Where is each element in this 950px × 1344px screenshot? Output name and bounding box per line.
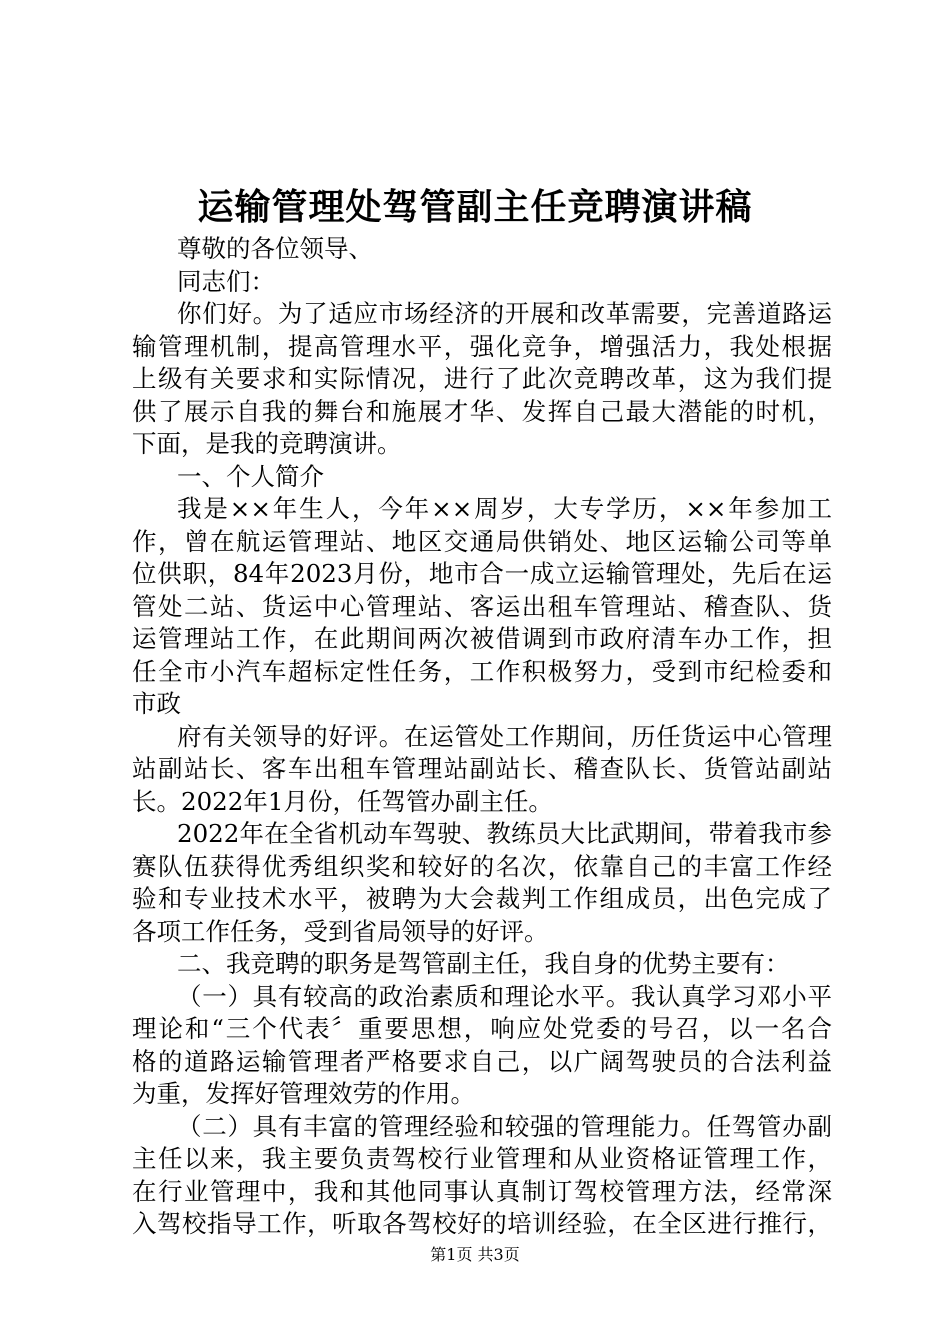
document-body	[132, 233, 832, 1241]
text-line: 下面，是我的竞聘演讲。	[132, 429, 402, 458]
text-line: 输管理机制，提高管理水平，强化竞争，增强活力，我处根据	[132, 331, 832, 361]
text-line: 站副站长、客车出租车管理站副站长、稽查队长、货管站副站	[132, 754, 832, 783]
text-line: 二、我竞聘的职务是驾管副主任，我自身的优势主要有：	[177, 949, 790, 978]
text-line: 为重，发挥好管理效劳的作用。	[132, 1079, 475, 1108]
text-line: 长。2022年1月份，任驾管办副主任。	[132, 786, 553, 816]
text-line: 理论和“三个代表〞重要思想，响应处党委的号召，以一名合	[132, 1014, 832, 1043]
text-line: 在行业管理中，我和其他同事认真制订驾校管理方法，经常深	[132, 1176, 832, 1206]
text-line: 运管理站工作，在此期间两次被借调到市政府清车办工作，担	[132, 624, 832, 653]
text-line: 你们好。为了适应市场经济的开展和改革需要，完善道路运	[177, 299, 832, 328]
text-line: 主任以来，我主要负责驾校行业管理和从业资格证管理工作，	[132, 1144, 832, 1173]
text-line: 各项工作任务，受到省局领导的好评。	[132, 916, 549, 946]
text-line: 入驾校指导工作，听取各驾校好的培训经验，在全区进行推行，	[132, 1209, 832, 1238]
text-line: 赛队伍获得优秀组织奖和较好的名次，依靠自己的丰富工作经	[132, 851, 832, 881]
text-line: 格的道路运输管理者严格要求自己，以广阔驾驶员的合法利益	[132, 1046, 832, 1076]
text-line: （一）具有较高的政治素质和理论水平。我认真学习邓小平	[177, 981, 832, 1011]
text-line: 一、个人简介	[177, 461, 324, 491]
text-line: 府有关领导的好评。在运管处工作期间，历任货运中心管理	[177, 721, 832, 751]
text-line: 2022年在全省机动车驾驶、教练员大比武期间，带着我市参	[177, 819, 832, 848]
text-line: 任全市小汽车超标定性任务，工作积极努力，受到市纪检委和	[132, 656, 832, 686]
text-line: 上级有关要求和实际情况，进行了此次竞聘改革，这为我们提	[132, 364, 832, 393]
text-line: 验和专业技术水平，被聘为大会裁判工作组成员，出色完成了	[132, 884, 832, 913]
text-line: 市政	[132, 689, 181, 718]
text-line: 管处二站、货运中心管理站、客运出租车管理站、稽查队、货	[132, 591, 832, 621]
text-line: （二）具有丰富的管理经验和较强的管理能力。任驾管办副	[177, 1111, 832, 1141]
text-line: 作，曾在航运管理站、地区交通局供销处、地区运输公司等单	[132, 526, 832, 556]
page-footer: 第1页 共3页	[430, 1245, 520, 1264]
text-line: 同志们：	[177, 266, 275, 296]
text-line: 尊敬的各位领导、	[177, 234, 373, 263]
text-line: 位供职，84年2023月份，地市合一成立运输管理处，先后在运	[132, 559, 832, 588]
document-title: 运输管理处驾管副主任竞聘演讲稿	[197, 186, 753, 228]
text-line: 供了展示自我的舞台和施展才华、发挥自己最大潜能的时机，	[132, 396, 832, 426]
text-line: 我是××年生人，今年××周岁，大专学历，××年参加工	[177, 494, 832, 523]
